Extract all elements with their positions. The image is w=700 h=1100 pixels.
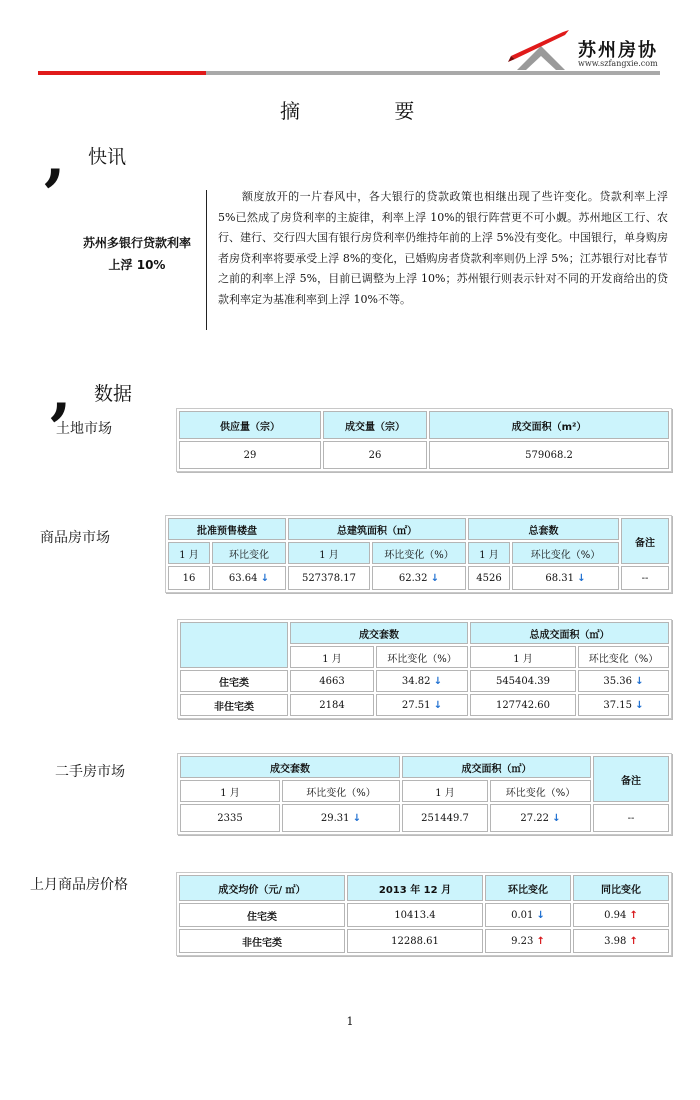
price-value: 12288.61 — [347, 929, 483, 953]
deal-sets-header: 成交套数 — [290, 622, 468, 644]
area-mom-subheader: 环比变化（%） — [372, 542, 466, 564]
sh-note-header: 备注 — [593, 756, 669, 802]
section-quote-icon: , — [44, 120, 66, 193]
price-mom-value: 9.23 ↑ — [485, 929, 571, 953]
sh-area-mom-value: 27.22 ↓ — [490, 804, 591, 832]
news-section-title: 快讯 — [88, 146, 127, 168]
sh-sets-mom-subheader: 环比变化（%） — [282, 780, 400, 802]
commodity-presale-table — [165, 515, 672, 593]
land-deal-header: 成交量（宗） — [323, 411, 427, 439]
table-row — [179, 929, 669, 953]
down-arrow-icon: ↓ — [536, 909, 545, 921]
sh-sets-mom-value: 29.31 ↓ — [282, 804, 400, 832]
deal-sets-mom-subheader: 环比变化（%） — [376, 646, 468, 668]
price-mom-header: 环比变化 — [485, 875, 571, 901]
logo-url: www.szfangxie.com — [578, 59, 658, 68]
land-supply-value: 29 — [179, 441, 321, 469]
price-yoy-value: 0.94 ↑ — [573, 903, 669, 927]
sh-area-month-subheader: 1 月 — [402, 780, 488, 802]
price-yoy-header: 同比变化 — [573, 875, 669, 901]
down-arrow-icon: ↓ — [577, 572, 586, 584]
area-mom-value: 62.32 ↓ — [372, 566, 466, 590]
price-label: 上月商品房价格 — [30, 877, 128, 893]
section-quote-icon: , — [50, 354, 72, 427]
area-month-value: 527378.17 — [288, 566, 370, 590]
title-char-right: 要 — [394, 99, 415, 123]
land-market-table — [176, 408, 672, 472]
title-char-left: 摘 — [280, 99, 300, 123]
presale-month-subheader: 1 月 — [168, 542, 210, 564]
up-arrow-icon: ↑ — [629, 935, 638, 947]
up-arrow-icon: ↑ — [536, 935, 545, 947]
deal-sets-mom-value: 34.82 ↓ — [376, 670, 468, 692]
table-row — [179, 903, 669, 927]
price-yoy-value: 3.98 ↑ — [573, 929, 669, 953]
news-body: 额度放开的一片春风中，各大银行的贷款政策也相继出现了些许变化。贷款利率上浮 5%已然成了房贷利率的主旋律，利率上浮 10%的银行阵营更不可小觑。苏州地区工行、农行、建行、交行四大国有银行房贷利率仍维持年前的上浮 5%没有变化。中国银行，单身购房者房贷利率将要承受上浮 8%的变化，已婚购房者贷款利率则仍上浮 5%；江苏银行对比春节之前的利率上浮 5%，目前已调整为上浮 10%；苏州银行则表示针对不同的开发商给出的贷款利率定为基准利率到上浮 10%不等。 — [218, 190, 668, 306]
news-divider — [206, 190, 207, 330]
page-title — [280, 95, 440, 124]
deal-sets-value: 2184 — [290, 694, 374, 716]
land-market-label: 土地市场 — [56, 421, 112, 437]
deal-sets-value: 4663 — [290, 670, 374, 692]
second-hand-market-label: 二手房市场 — [55, 764, 125, 780]
down-arrow-icon: ↓ — [552, 812, 561, 824]
pen-logo-icon — [503, 28, 577, 72]
commodity-market-label: 商品房市场 — [40, 530, 110, 546]
deal-area-mom-subheader: 环比变化（%） — [578, 646, 669, 668]
land-area-value: 579068.2 — [429, 441, 669, 469]
deal-area-mom-value: 35.36 ↓ — [578, 670, 669, 692]
sh-sets-month-subheader: 1 月 — [180, 780, 280, 802]
deal-sets-mom-value: 27.51 ↓ — [376, 694, 468, 716]
price-table — [176, 872, 672, 956]
row-label: 住宅类 — [180, 670, 288, 692]
down-arrow-icon: ↓ — [635, 675, 644, 687]
sets-mom-subheader: 环比变化（%） — [512, 542, 619, 564]
note-value: -- — [621, 566, 669, 590]
deal-area-value: 545404.39 — [470, 670, 576, 692]
table-row — [180, 694, 669, 716]
sets-mom-value: 68.31 ↓ — [512, 566, 619, 590]
logo-name: 苏州房协 — [578, 40, 658, 61]
land-area-header: 成交面积（m²） — [429, 411, 669, 439]
deal-sets-month-subheader: 1 月 — [290, 646, 374, 668]
presale-mom-subheader: 环比变化 — [212, 542, 286, 564]
data-section-title: 数据 — [94, 383, 133, 405]
deal-area-value: 127742.60 — [470, 694, 576, 716]
news-headline-line2: 上浮 10% — [108, 258, 166, 272]
presale-header: 批准预售楼盘 — [168, 518, 286, 540]
sh-note-value: -- — [593, 804, 669, 832]
news-headline-line1: 苏州多银行贷款利率 — [82, 236, 191, 250]
header-gray-bar — [206, 71, 660, 75]
row-label: 非住宅类 — [179, 929, 345, 953]
commodity-deal-table — [177, 619, 672, 719]
down-arrow-icon: ↓ — [352, 812, 362, 824]
deal-area-mom-value: 37.15 ↓ — [578, 694, 669, 716]
price-period-header: 2013 年 12 月 — [347, 875, 483, 901]
down-arrow-icon: ↓ — [433, 675, 443, 687]
sh-area-value: 251449.7 — [402, 804, 488, 832]
presale-month-value: 16 — [168, 566, 210, 590]
price-value: 10413.4 — [347, 903, 483, 927]
down-arrow-icon: ↓ — [433, 699, 443, 711]
second-hand-table — [177, 753, 672, 835]
deal-area-header: 总成交面积（㎡） — [470, 622, 669, 644]
deal-table-corner — [180, 622, 288, 668]
down-arrow-icon: ↓ — [430, 572, 440, 584]
deal-area-month-subheader: 1 月 — [470, 646, 576, 668]
land-deal-value: 26 — [323, 441, 427, 469]
sets-month-value: 4526 — [468, 566, 510, 590]
total-area-header: 总建筑面积（㎡） — [288, 518, 466, 540]
total-sets-header: 总套数 — [468, 518, 619, 540]
down-arrow-icon: ↓ — [635, 699, 644, 711]
page-number: 1 — [346, 1015, 354, 1028]
sh-area-mom-subheader: 环比变化（%） — [490, 780, 591, 802]
header-red-bar — [38, 71, 206, 75]
land-supply-header: 供应量（宗） — [179, 411, 321, 439]
sets-month-subheader: 1 月 — [468, 542, 510, 564]
news-headline — [78, 232, 196, 276]
area-month-subheader: 1 月 — [288, 542, 370, 564]
table-row — [180, 670, 669, 692]
up-arrow-icon: ↑ — [629, 909, 638, 921]
price-avg-header: 成交均价（元/ ㎡） — [179, 875, 345, 901]
note-header: 备注 — [621, 518, 669, 564]
sh-sets-header: 成交套数 — [180, 756, 400, 778]
row-label: 住宅类 — [179, 903, 345, 927]
sh-area-header: 成交面积（㎡） — [402, 756, 591, 778]
row-label: 非住宅类 — [180, 694, 288, 716]
price-mom-value: 0.01 ↓ — [485, 903, 571, 927]
presale-mom-value: 63.64 ↓ — [212, 566, 286, 590]
sh-sets-value: 2335 — [180, 804, 280, 832]
down-arrow-icon: ↓ — [260, 572, 270, 584]
